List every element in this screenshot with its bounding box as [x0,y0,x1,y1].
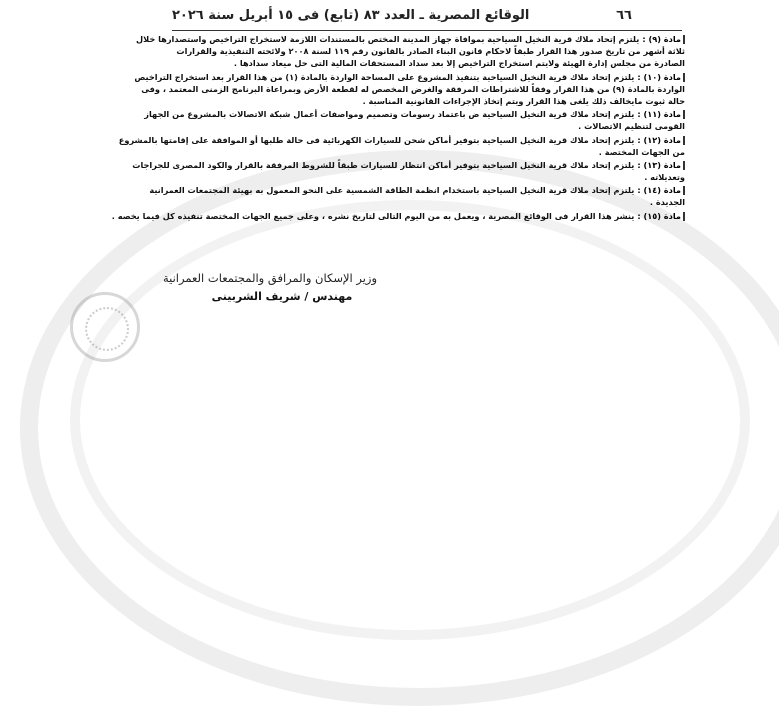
watermark-arc [20,150,779,706]
article-11 [100,108,685,132]
minister-name: مهندس / شريف الشربينى [211,290,353,303]
article-line: من الجهات المختصة . [598,146,685,157]
article-line: ثلاثة أشهر من تاريخ صدور هذا القرار طبقاً لاحكام قانون البناء الصادر بالقانون رقم ١١٩ لسنة ٢٠٠٨ ولائحته التنفيذية والقرارات [176,46,685,57]
article-10 [100,71,685,108]
watermark-arc-inner [70,200,750,640]
article-line: القومى لتنظيم الاتصالات . [578,121,685,132]
article-12 [100,134,685,158]
page-header [172,8,632,23]
article-line: ينشر هذا القرار فى الوقائع المصرية ، ويعمل به من اليوم التالى لتاريخ نشره ، وعلى جميع الجهات المختصة تنفيذه كل فيما يخصه . [111,210,635,221]
article-tag: مادة (١٢) : [637,134,681,145]
article-9 [100,33,685,70]
article-line: يلتزم إتحاد ملاك قرية النخيل السياحية باستخدام انظمة الطاقة الشمسية على النحو المعمول به بهيئة المجتمعات العمرانية [149,185,635,196]
articles-body [100,33,685,222]
article-15 [100,210,685,222]
article-tag: مادة (٩) : [642,34,681,44]
article-14 [100,184,685,208]
article-tag: مادة (١١) : [637,109,681,120]
article-line: يلتزم إتحاد ملاك قرية النخيل السياحية بتنفيذ المشروع على المساحة الواردة بالمادة (١) من هذا القرار بعد استخراج التراخيص [134,71,635,82]
article-tag: مادة (١٤) : [637,185,681,196]
article-line: يلتزم إتحاد ملاك قرية النخيل السياحية بتوفير أماكن شحن للسيارات الكهربائية فى حالة طلبها أو الموافقة على إقامتها بالمشروع [118,134,635,145]
page-number: ٦٦ [616,8,632,23]
article-line: يلتزم إتحاد ملاك قرية النخيل السياحية بتوفير أماكن انتظار للسيارات طبقاً للشروط المرفقة بالقرار والكود المصرى للجراجات [132,159,635,170]
article-tag: مادة (١٠) : [637,71,681,82]
minister-title: وزير الإسكان والمرافق والمجتمعات العمرانية [162,271,378,285]
article-line: وتعديلاته . [644,172,685,183]
article-line: الصادرة من مجلس إدارة الهيئة ولايتم استخراج التراخيص إلا بعد سداد المستحقات المالية التى حل ميعاد سدادها . [233,58,685,69]
article-line: يلتزم إتحاد ملاك قرية النخيل السياحية بموافاة جهاز المدينة المختص بالمستندات اللازمة لاستخراج التراخيص واستصدارها خلال [136,34,640,44]
article-line: الواردة بالمادة (٩) من هذا القرار وفقاً للاشتراطات المرفقة والغرض المخصص له لقطعة الأرض وبمراعاة البرنامج الزمنى المعتمد ، وفى [141,83,685,94]
article-line: الجديدة . [649,197,685,208]
header-divider [172,30,682,31]
gazette-title: الوقائع المصرية ـ العدد ٨٣ (تابع) فى ١٥ أبريل سنة ٢٠٢٦ [172,8,530,23]
watermark-seal [70,292,140,362]
article-tag: مادة (١٣) : [637,159,681,170]
article-line: حالة ثبوت مايخالف ذلك يلغى هذا القرار ويتم إتخاذ الإجراءات القانونية المناسبة . [362,95,685,106]
article-tag: مادة (١٥) : [637,210,681,221]
article-13 [100,159,685,183]
article-line: يلتزم إتحاد ملاك قرية النخيل السياحية ض باعتماد رسومات وتصميم ومواصفات أعمال شبكة الاتصالات بالمشروع من الجهاز [144,109,635,120]
